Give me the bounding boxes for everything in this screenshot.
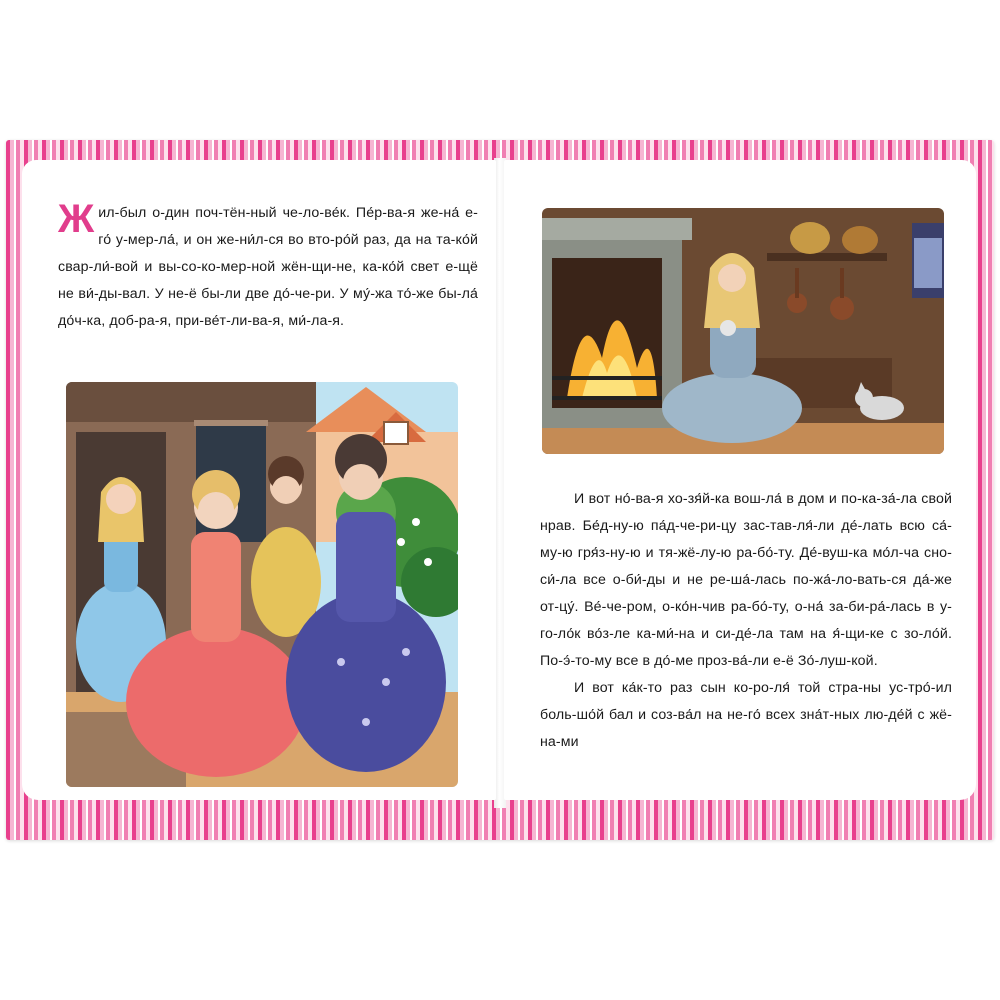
illustration-cinderella-fireplace (542, 208, 944, 454)
right-page-text (540, 486, 952, 756)
left-page (22, 160, 496, 800)
illustration-stepsisters (66, 382, 458, 787)
book-spread (6, 140, 994, 840)
left-paragraph-text: ил-был о-дин поч-тён-ный че-ло-ве́к. Пе́р-ва-я же-на́ е-го́ у-мер-ла́, и он же-ни́л-ся во вто-ро́й раз, да на та-ко́й свар-ли́-вой и вы-со-ко-мер-ной жён-щи-не, ка-ко́й свет е-щё не ви́-ды-вал. У не-ё бы-ли две до́-че-ри. У му́-жа то́-же бы-ла́ до́ч-ка, доб-ра-я, при-ве́т-ли-ва-я, ми́-ла-я. (58, 205, 478, 329)
left-paragraph (58, 197, 478, 335)
left-page-text (58, 197, 478, 335)
right-paragraph-1: И вот но́-ва-я хо-зя́й-ка вош-ла́ в дом и по-ка-за́-ла свой нрав. Бе́д-ну-ю па́д-че-ри-цу зас-тав-ля́-ли де́-лать всю са́-му-ю гря́з-ну-ю и тя-жё-лу-ю ра-бо́-ту. Де́-вуш-ка мо́л-ча сно-си́-ла все о-би́-ды и не ре-ша́-лась по-жа́-ло-вать-ся да́-же от-цу́. Ве́-че-ром, о-ко́н-чив ра-бо́-ту, о-на́ за-би-ра́-лась в у-го-ло́к во́з-ле ка-ми́-на и си-де́-ла там на я́-щи-ке с зо-ло́й. По-э́-то-му все в до́-ме проз-ва́-ли е-ё Зо́-луш-кой. (540, 491, 952, 669)
right-page (504, 160, 976, 800)
drop-cap: Ж (58, 197, 95, 241)
right-paragraph-2: И вот ка́к-то раз сын ко-ро-ля́ той стра-ны ус-тро́-ил боль-шо́й бал и соз-ва́л на не-го́ всех зна́т-ных лю-де́й с жё-на-ми (540, 680, 952, 750)
